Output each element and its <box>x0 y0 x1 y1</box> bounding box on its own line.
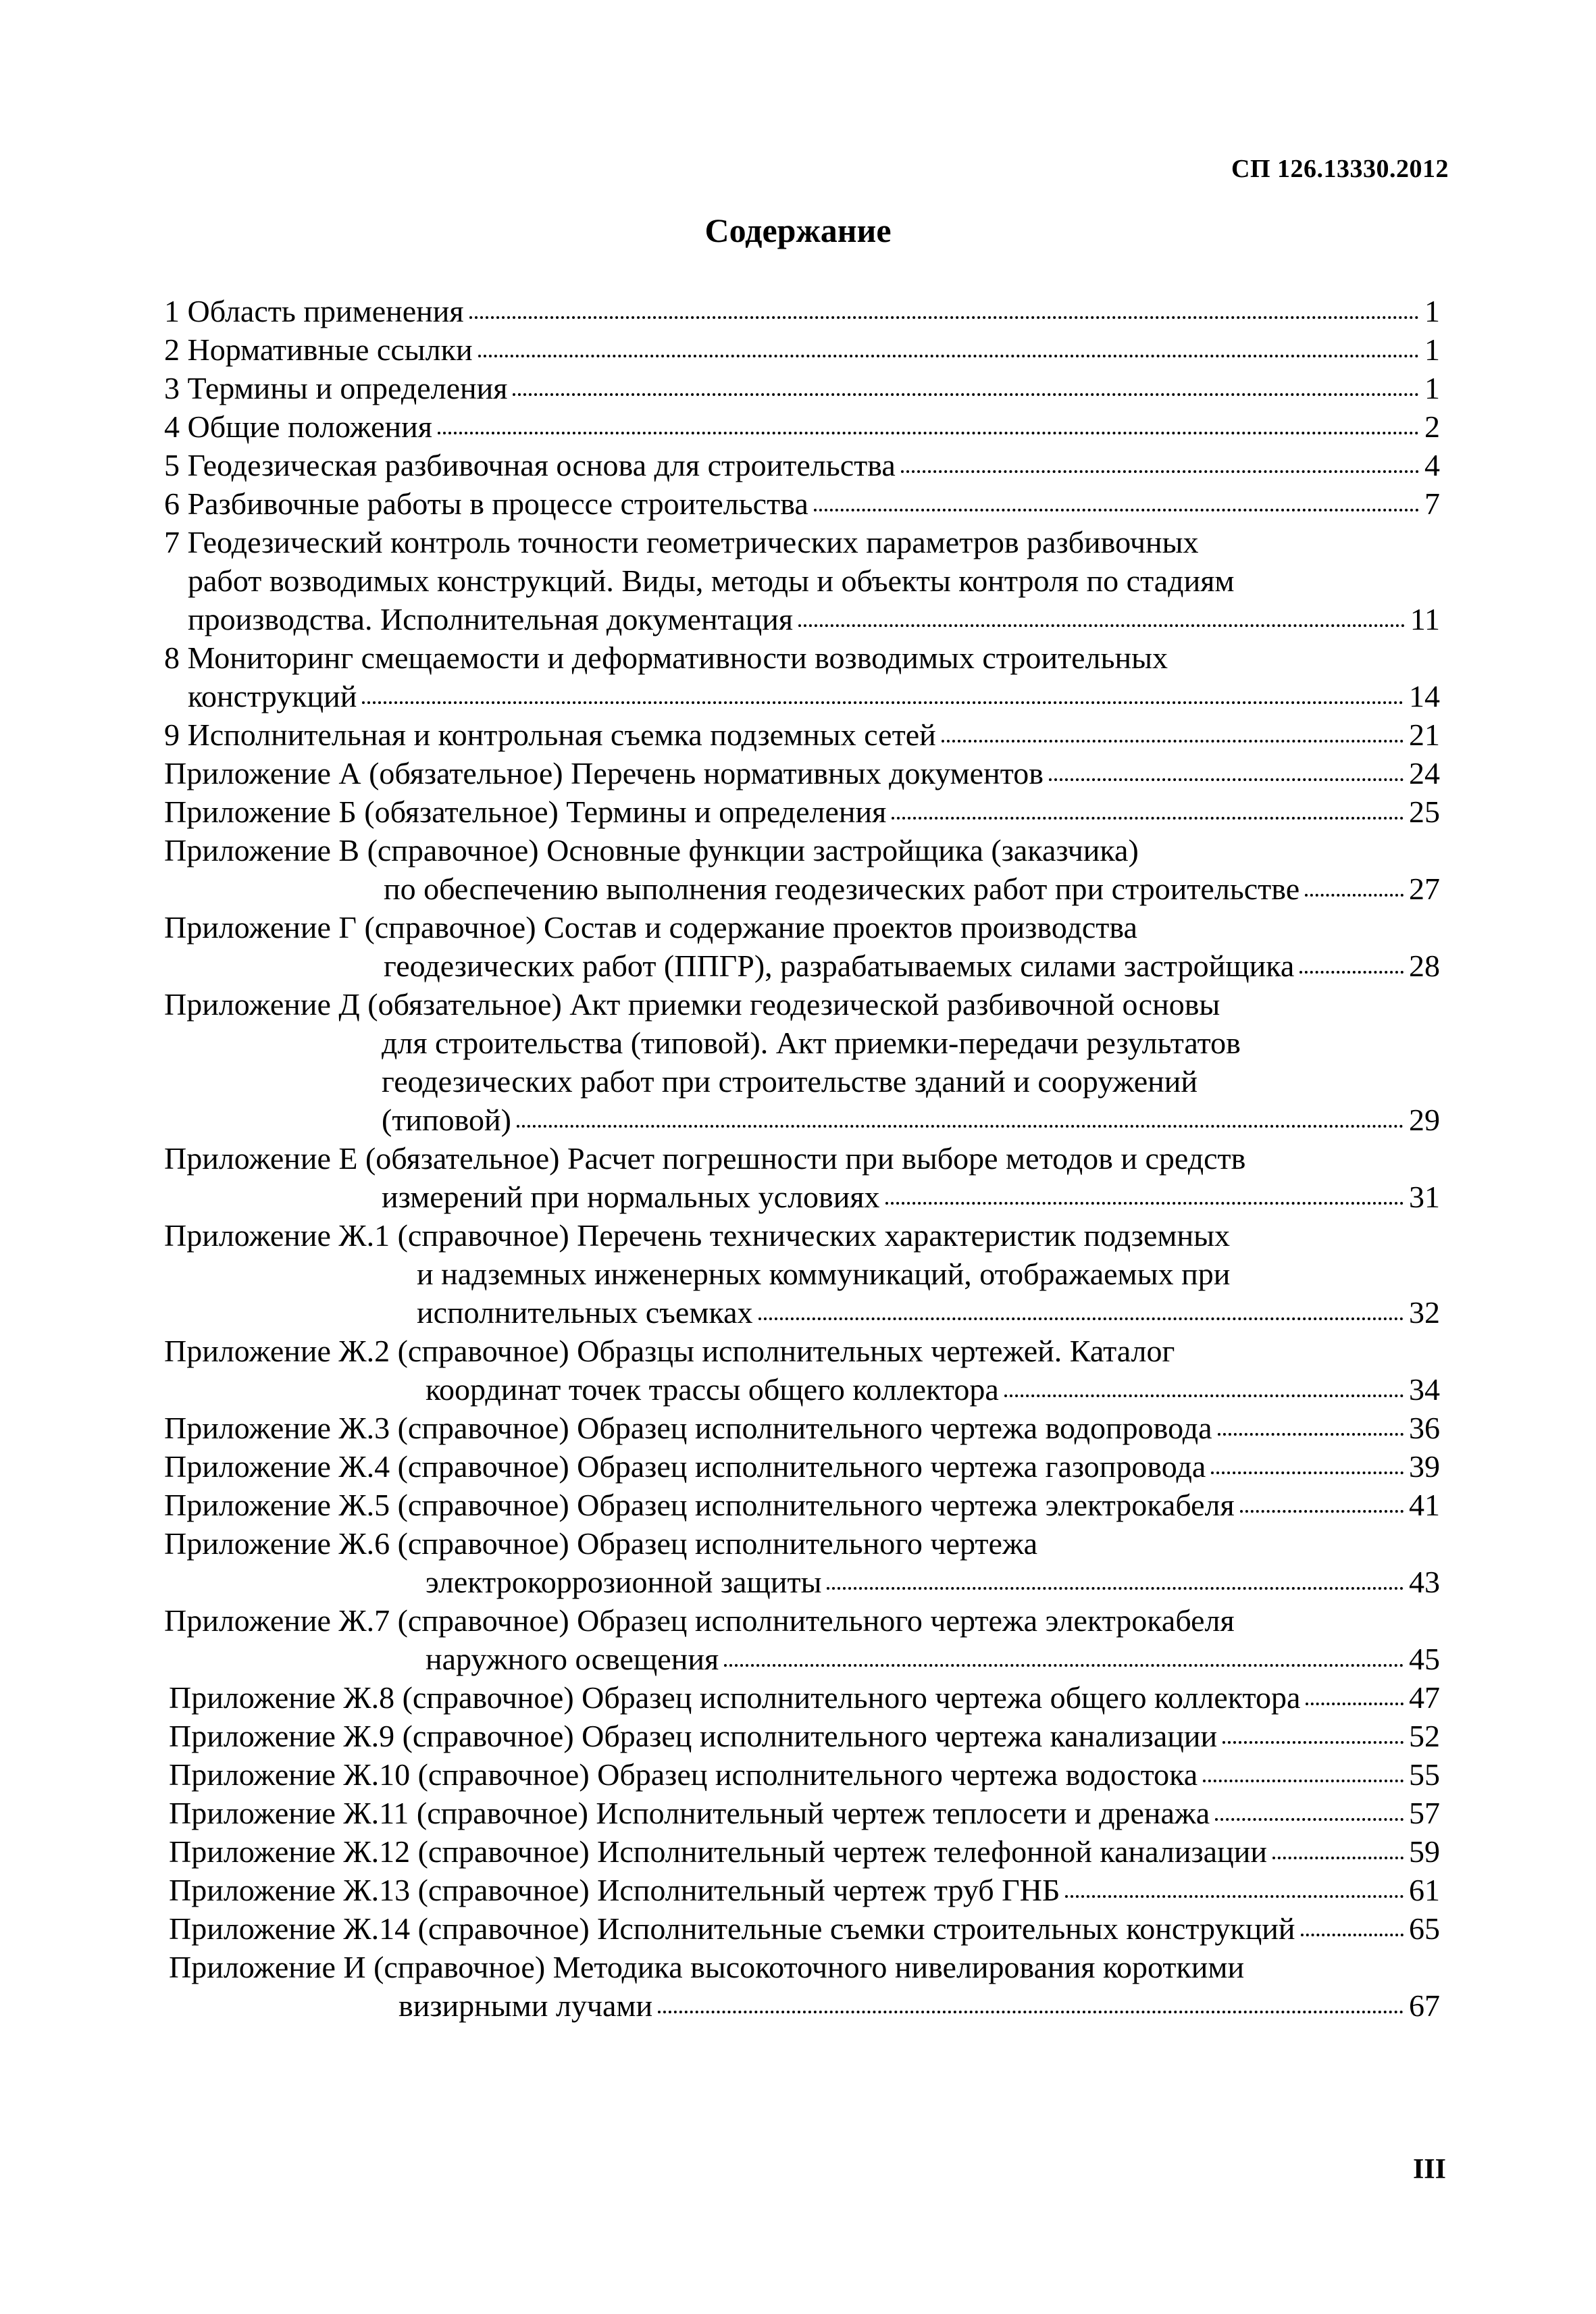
dot-leader <box>1272 1857 1404 1859</box>
toc-entry-page: 34 <box>1409 1372 1440 1407</box>
toc-entry-title: координат точек трассы общего коллектора <box>426 1372 999 1407</box>
toc-entry-line: Приложение В (справочное) Основные функции застройщика (заказчика) <box>164 833 1139 867</box>
dot-leader <box>814 509 1419 511</box>
dot-leader <box>478 355 1419 357</box>
dot-leader <box>513 393 1419 396</box>
toc-entry-title: Приложение Ж.5 (справочное) Образец исполнительного чертежа электрокабеля <box>164 1488 1235 1522</box>
toc-entry[interactable] <box>0 523 1596 638</box>
toc-entry[interactable] <box>0 330 1596 369</box>
toc-entry-title: наружного освещения <box>426 1642 719 1676</box>
dot-leader <box>827 1587 1404 1590</box>
dot-leader <box>798 624 1405 627</box>
toc-entry[interactable] <box>0 1794 1596 1832</box>
toc-entry-page: 29 <box>1409 1103 1440 1137</box>
dot-leader <box>1306 1703 1404 1705</box>
dot-leader <box>1004 1394 1404 1397</box>
toc-entry[interactable] <box>0 1755 1596 1794</box>
dot-leader <box>1240 1510 1404 1513</box>
toc-entry-title: Приложение Ж.9 (справочное) Образец исполнительного чертежа канализации <box>169 1719 1218 1753</box>
toc-entry-page: 27 <box>1409 872 1440 906</box>
dot-leader <box>1305 894 1404 897</box>
dot-leader <box>362 701 1404 704</box>
dot-leader <box>1049 778 1404 781</box>
toc-entry-page: 14 <box>1409 679 1440 713</box>
dot-leader <box>517 1125 1404 1128</box>
toc-entry-page: 59 <box>1409 1834 1440 1869</box>
toc-entry-page: 36 <box>1409 1411 1440 1445</box>
toc-entry-page: 41 <box>1409 1488 1440 1522</box>
dot-leader <box>901 470 1419 473</box>
page-title: Содержание <box>704 211 892 249</box>
toc-entry[interactable] <box>0 754 1596 793</box>
toc-entry[interactable] <box>0 638 1596 715</box>
dot-leader <box>1301 1934 1404 1936</box>
toc-entry[interactable] <box>0 1717 1596 1755</box>
toc-entry[interactable] <box>0 1832 1596 1871</box>
toc-entry-line: 7 Геодезический контроль точности геометрических параметров разбивочных <box>164 525 1199 559</box>
toc-entry-title: геодезических работ (ППГР), разрабатываемых силами застройщика <box>384 949 1295 983</box>
dot-leader <box>1211 1472 1404 1474</box>
dot-leader <box>758 1317 1404 1320</box>
dot-leader <box>469 316 1419 319</box>
page-number: III <box>1412 2154 1446 2185</box>
toc-entry[interactable] <box>0 1139 1596 1216</box>
toc-entry-title: 5 Геодезическая разбивочная основа для строительства <box>164 448 896 482</box>
toc-entry-title: 3 Термины и определения <box>164 371 508 405</box>
toc-entry-title: Приложение Ж.14 (справочное) Исполнительные съемки строительных конструкций <box>169 1911 1295 1946</box>
toc-entry[interactable] <box>0 446 1596 484</box>
toc-entry-title: 6 Разбивочные работы в процессе строительства <box>164 486 808 521</box>
toc-entry-title: исполнительных съемках <box>417 1295 753 1330</box>
toc-entry-page: 57 <box>1409 1796 1440 1830</box>
toc-entry-page: 11 <box>1410 602 1440 636</box>
toc-entry-line: Приложение И (справочное) Методика высокоточного нивелирования короткими <box>169 1950 1245 1984</box>
toc-entry[interactable] <box>0 1409 1596 1447</box>
toc-entry[interactable] <box>0 1948 1596 2025</box>
dot-leader <box>658 2011 1404 2013</box>
toc-entry-line: Приложение Ж.7 (справочное) Образец исполнительного чертежа электрокабеля <box>164 1603 1235 1638</box>
toc-entry-title: Приложение Ж.12 (справочное) Исполнительный чертеж телефонной канализации <box>169 1834 1267 1869</box>
toc-entry[interactable] <box>0 1601 1596 1678</box>
toc-entry[interactable] <box>0 793 1596 831</box>
toc-entry[interactable] <box>0 1216 1596 1332</box>
toc-entry-page: 7 <box>1424 486 1440 521</box>
toc-entry-title: по обеспечению выполнения геодезических работ при строительстве <box>384 872 1300 906</box>
toc-entry-title: измерений при нормальных условиях <box>382 1180 880 1214</box>
toc-entry-title: Приложение Ж.13 (справочное) Исполнительный чертеж труб ГНБ <box>169 1873 1060 1907</box>
toc-entry[interactable] <box>0 1871 1596 1909</box>
toc-entry-page: 24 <box>1409 756 1440 790</box>
toc-entry[interactable] <box>0 985 1596 1139</box>
toc-entry[interactable] <box>0 407 1596 446</box>
toc-entry-line: работ возводимых конструкций. Виды, методы и объекты контроля по стадиям <box>188 563 1235 598</box>
toc-entry[interactable] <box>0 484 1596 523</box>
dot-leader <box>438 432 1419 434</box>
toc-entry-title: Приложение А (обязательное) Перечень нормативных документов <box>164 756 1044 790</box>
toc-entry[interactable] <box>0 1332 1596 1409</box>
toc-entry-title: (типовой) <box>382 1103 511 1137</box>
toc-entry-line: Приложение Е (обязательное) Расчет погрешности при выборе методов и средств <box>164 1141 1246 1176</box>
toc-entry-line: 8 Мониторинг смещаемости и деформативности возводимых строительных <box>164 640 1168 675</box>
toc-entry-page: 43 <box>1409 1565 1440 1599</box>
dot-leader <box>1218 1433 1404 1436</box>
toc-entry[interactable] <box>0 831 1596 908</box>
toc-entry-page: 61 <box>1409 1873 1440 1907</box>
toc-entry-title: Приложение Ж.10 (справочное) Образец исполнительного чертежа водостока <box>169 1757 1198 1792</box>
toc-entry-page: 2 <box>1424 409 1440 444</box>
toc-entry[interactable] <box>0 715 1596 754</box>
toc-entry-page: 21 <box>1409 718 1440 752</box>
dot-leader <box>724 1664 1404 1667</box>
toc-entry[interactable] <box>0 1909 1596 1948</box>
toc-entry-page: 32 <box>1409 1295 1440 1330</box>
toc-entry-line: для строительства (типовой). Акт приемки-передачи результатов <box>382 1026 1241 1060</box>
toc-entry-title: Приложение Ж.3 (справочное) Образец исполнительного чертежа водопровода <box>164 1411 1212 1445</box>
toc-entry-line: геодезических работ при строительстве зданий и сооружений <box>382 1064 1198 1099</box>
toc-entry[interactable] <box>0 1678 1596 1717</box>
toc-entry[interactable] <box>0 292 1596 330</box>
toc-entry[interactable] <box>0 1524 1596 1601</box>
dot-leader <box>942 740 1404 743</box>
toc-entry-title: Приложение Ж.11 (справочное) Исполнительный чертеж теплосети и дренажа <box>169 1796 1210 1830</box>
toc-entry-page: 1 <box>1424 294 1440 328</box>
toc-entry-line: Приложение Г (справочное) Состав и содержание проектов производства <box>164 910 1137 945</box>
toc-entry-title: Приложение Ж.8 (справочное) Образец исполнительного чертежа общего коллектора <box>169 1680 1301 1715</box>
toc-entry-page: 47 <box>1409 1680 1440 1715</box>
toc-entry-page: 25 <box>1409 795 1440 829</box>
dot-leader <box>1299 971 1404 974</box>
dot-leader <box>1065 1895 1404 1898</box>
toc-entry-page: 31 <box>1409 1180 1440 1214</box>
toc-entry-page: 1 <box>1424 332 1440 367</box>
toc-entry[interactable] <box>0 908 1596 985</box>
toc-entry-title: электрокоррозионной защиты <box>426 1565 822 1599</box>
toc-entry[interactable] <box>0 1447 1596 1486</box>
toc-entry[interactable] <box>0 1486 1596 1524</box>
toc-entry-page: 65 <box>1409 1911 1440 1946</box>
document-code: СП 126.13330.2012 <box>1231 155 1449 183</box>
toc-entry-line: Приложение Ж.1 (справочное) Перечень технических характеристик подземных <box>164 1218 1230 1253</box>
toc-entry-page: 4 <box>1424 448 1440 482</box>
toc-entry-title: 4 Общие положения <box>164 409 432 444</box>
toc-entry-page: 67 <box>1409 1988 1440 2023</box>
toc-entry-title: 1 Область применения <box>164 294 464 328</box>
dot-leader <box>885 1202 1404 1205</box>
dot-leader <box>1203 1780 1404 1782</box>
toc-entry-page: 45 <box>1409 1642 1440 1676</box>
toc-entry[interactable] <box>0 369 1596 407</box>
toc-entry-title: Приложение Б (обязательное) Термины и определения <box>164 795 887 829</box>
dot-leader <box>1215 1818 1404 1821</box>
toc-entry-page: 39 <box>1409 1449 1440 1484</box>
toc-entry-title: 9 Исполнительная и контрольная съемка подземных сетей <box>164 718 936 752</box>
toc-entry-page: 1 <box>1424 371 1440 405</box>
toc-entry-title: производства. Исполнительная документация <box>188 602 794 636</box>
table-of-contents <box>0 292 1596 2025</box>
toc-entry-page: 28 <box>1409 949 1440 983</box>
toc-entry-page: 52 <box>1409 1719 1440 1753</box>
toc-entry-line: Приложение Ж.2 (справочное) Образцы исполнительных чертежей. Каталог <box>164 1334 1175 1368</box>
toc-entry-line: и надземных инженерных коммуникаций, отображаемых при <box>417 1257 1231 1291</box>
dot-leader <box>892 817 1404 820</box>
toc-entry-title: Приложение Ж.4 (справочное) Образец исполнительного чертежа газопровода <box>164 1449 1206 1484</box>
toc-entry-title: визирными лучами <box>398 1988 653 2023</box>
toc-entry-line: Приложение Ж.6 (справочное) Образец исполнительного чертежа <box>164 1526 1038 1561</box>
toc-entry-title: 2 Нормативные ссылки <box>164 332 473 367</box>
toc-entry-title: конструкций <box>188 679 357 713</box>
dot-leader <box>1222 1741 1404 1744</box>
toc-entry-line: Приложение Д (обязательное) Акт приемки геодезической разбивочной основы <box>164 987 1220 1022</box>
toc-entry-page: 55 <box>1409 1757 1440 1792</box>
